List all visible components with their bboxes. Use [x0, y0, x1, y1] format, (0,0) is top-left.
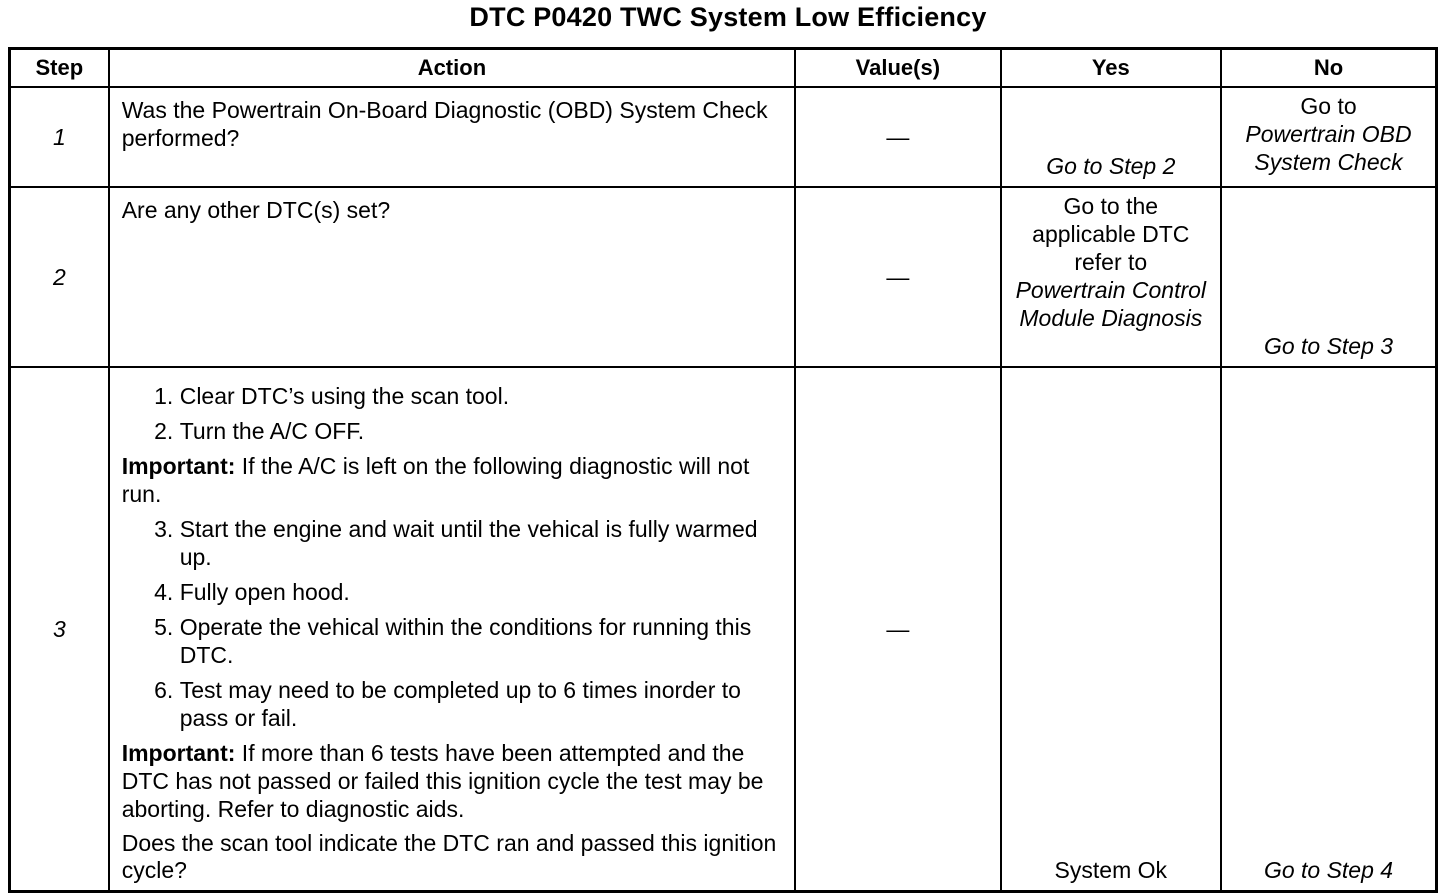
- yes-goto-prefix: Go to the applicable DTC refer to: [1032, 192, 1190, 275]
- table-row: [10, 187, 1437, 367]
- list-item: 2. Turn the A/C OFF.: [180, 417, 782, 445]
- list-item: 4. Fully open hood.: [180, 578, 782, 606]
- list-item: 3. Start the engine and wait until the vehical is fully warmed up.: [180, 515, 782, 571]
- table-row: [10, 87, 1437, 187]
- diagnostic-table: [8, 47, 1438, 893]
- header-yes: Yes: [1001, 49, 1221, 87]
- important-note: [122, 452, 782, 508]
- action-question: Does the scan tool indicate the DTC ran and passed this ignition cycle?: [121, 829, 777, 883]
- action-text: [109, 87, 795, 187]
- no-cell: Go to Step 3: [1221, 187, 1436, 367]
- value-cell: —: [795, 87, 1000, 187]
- action-text: [109, 187, 795, 367]
- important-label: Important:: [121, 739, 236, 766]
- value-cell: —: [795, 187, 1000, 367]
- no-goto-reference: Powertrain OBD System Check: [1245, 120, 1412, 175]
- step-number: 3: [10, 367, 109, 892]
- action-text: [109, 367, 795, 892]
- procedure-list-b: [122, 515, 782, 732]
- table-header-row: [10, 49, 1437, 87]
- table-row: [10, 367, 1437, 892]
- yes-cell: [1001, 187, 1221, 367]
- yes-cell: System Ok: [1001, 367, 1221, 892]
- yes-cell: Go to Step 2: [1001, 87, 1221, 187]
- value-cell: —: [795, 367, 1000, 892]
- list-item: 1. Clear DTC’s using the scan tool.: [180, 382, 782, 410]
- no-cell: Go to Step 4: [1221, 367, 1436, 892]
- step-number: 1: [10, 87, 109, 187]
- step-number: 2: [10, 187, 109, 367]
- list-item: 5. Operate the vehical within the conditions for running this DTC.: [180, 613, 782, 669]
- header-values: Value(s): [795, 49, 1000, 87]
- procedure-list-a: [122, 382, 782, 445]
- no-goto-prefix: Go to: [1300, 92, 1357, 119]
- header-action: Action: [109, 49, 795, 87]
- important-text: If the A/C is left on the following diagnostic will not run.: [121, 452, 750, 507]
- important-note: [122, 739, 782, 823]
- no-cell: [1221, 87, 1436, 187]
- list-item: 6. Test may need to be completed up to 6 times inorder to pass or fail.: [180, 676, 782, 732]
- header-step: Step: [10, 49, 109, 87]
- page-title: DTC P0420 TWC System Low Efficiency: [469, 2, 987, 32]
- action-question: Are any other DTC(s) set?: [121, 196, 391, 223]
- important-text: If more than 6 tests have been attempted and the DTC has not passed or failed this ignition cycle the test may be aborting. Refer to diagnostic aids.: [121, 739, 764, 822]
- header-no: No: [1221, 49, 1436, 87]
- action-question: Was the Powertrain On-Board Diagnostic (OBD) System Check performed?: [121, 96, 768, 151]
- important-label: Important:: [121, 452, 236, 479]
- yes-goto-reference: Powertrain Control Module Diagnosis: [1015, 276, 1207, 331]
